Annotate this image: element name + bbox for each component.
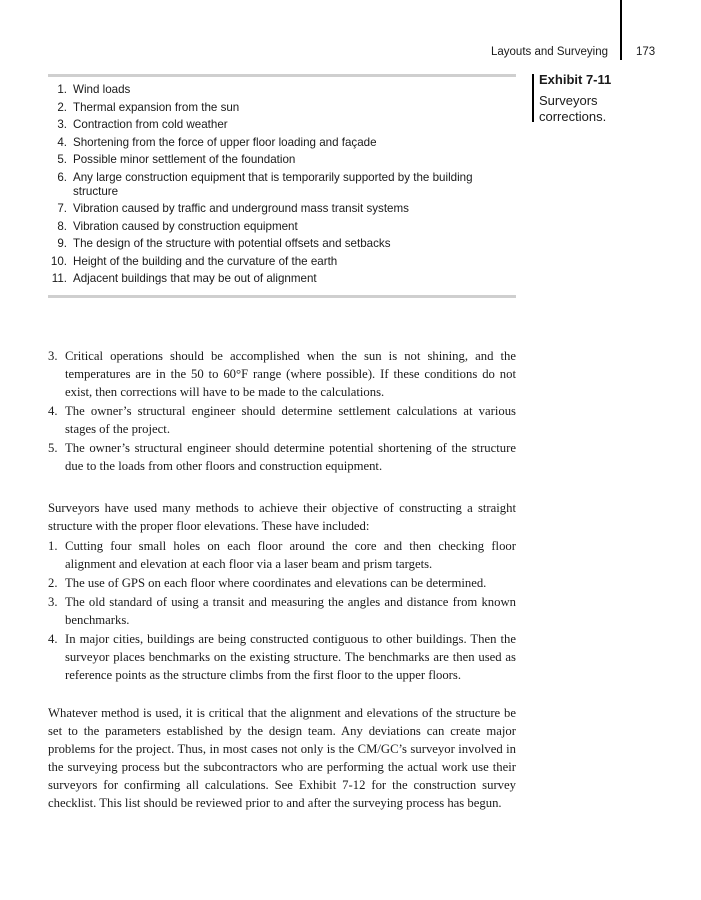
considerations-section [48,347,516,476]
methods-intro: Surveyors have used many methods to achieve their objective of constructing a straight structure with the proper floor elevations. These have included: [48,501,516,533]
page-number: 173 [636,46,656,58]
exhibit-item: 11. Adjacent buildings that may be out of alignment [51,272,317,285]
list-item: 3. Critical operations should be accomplished when the sun is not shining, and the temperatures are in the 50 to 60°F range (where possible). If these conditions do not exist, then corrections will have to be made to the calculations. [48,349,516,399]
exhibit-title: Exhibit 7-11 [539,72,612,87]
exhibit-item: 2. Thermal expansion from the sun [57,100,240,114]
methods-list [48,537,516,684]
exhibit-list [48,83,516,286]
list-item: 5. The owner’s structural engineer should determine potential shortening of the structure due to the loads from other floors and construction equipment. [48,441,516,473]
exhibit-item: 1. Wind loads [57,83,131,96]
running-title: Layouts and Surveying [491,46,608,58]
closing-section [48,704,516,812]
caption-rule [532,74,534,122]
list-item: 4. The owner’s structural engineer should determine settlement calculations at various stages of the project. [48,404,516,436]
exhibit-item: 10. Height of the building and the curvature of the earth [50,254,338,268]
exhibit-item: 5. Possible minor settlement of the foundation [57,153,296,166]
list-item: 4. In major cities, buildings are being constructed contiguous to other buildings. Then the surveyor places benchmarks on the existing structure. The benchmarks are then used as reference points as the structure climbs from the first floor to the upper floors. [48,632,516,682]
list-item: 1. Cutting four small holes on each floor around the core and then checking floor alignment and elevation at each floor via a laser beam and prism targets. [48,539,516,571]
exhibit-item: 7. Vibration caused by traffic and underground mass transit systems [57,202,409,215]
exhibit-item: 9. The design of the structure with potential offsets and setbacks [57,237,391,250]
list-item: 3. The old standard of using a transit and measuring the angles and distance from known benchmarks. [48,595,516,627]
header-rule [620,0,622,60]
list-item: 2. The use of GPS on each floor where coordinates and elevations can be determined. [48,576,487,590]
exhibit-item: 6. Any large construction equipment that is temporarily supported by the building structure [57,170,473,198]
exhibit-item: 8. Vibration caused by construction equipment [57,219,298,233]
closing-paragraph: Whatever method is used, it is critical that the alignment and elevations of the structure be set to the parameters established by the design team. Any deviations can create major problems for the project. Thus, in most cases not only is the CM/GC’s surveyor involved in the surveying process but the subcontractors who are performing the actual work use their surveyors for confirming all calculations. See Exhibit 7-12 for the construction survey checklist. This list should be reviewed prior to and after the surveying process has begun. [48,706,516,810]
exhibit-item: 3. Contraction from cold weather [57,118,228,131]
exhibit-item: 4. Shortening from the force of upper floor loading and façade [57,135,377,149]
exhibit-box [48,74,516,298]
considerations-list [48,347,516,475]
methods-section [48,499,516,685]
exhibit-subtitle: Surveyors corrections. [539,93,607,124]
